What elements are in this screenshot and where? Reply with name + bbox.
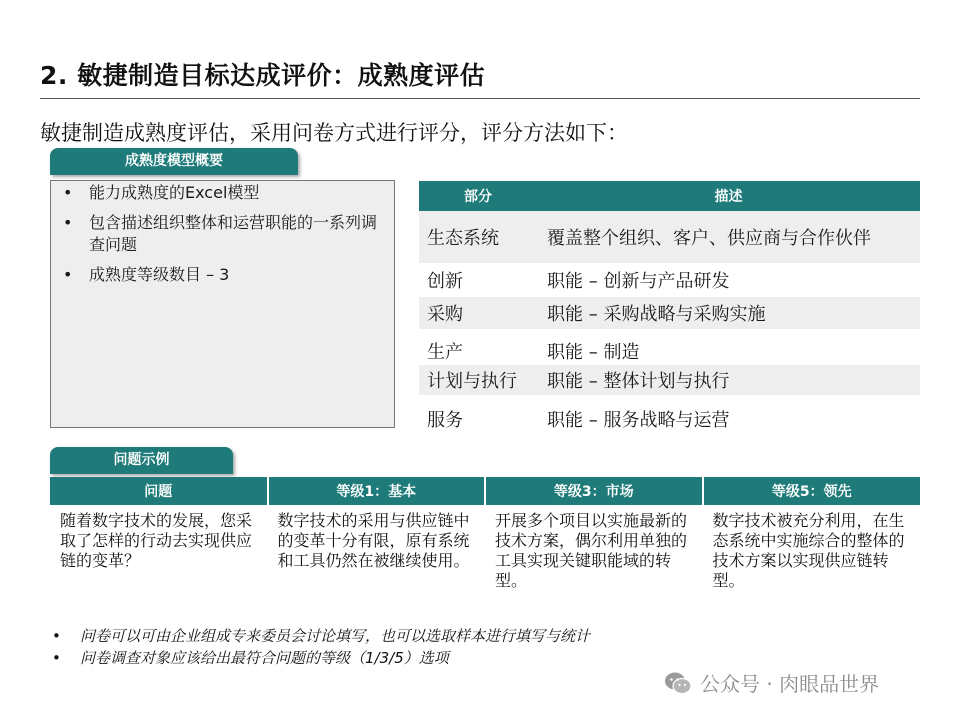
part-cell: 生态系统 [419, 211, 537, 263]
examples-header-level1: 等级1：基本 [268, 477, 486, 505]
table-row [419, 263, 920, 297]
table-row [419, 329, 920, 365]
overview-bullet: • 能力成熟度的Excel模型 [63, 182, 386, 204]
example-level5-cell: 数字技术被充分利用，在生态系统中实施综合的整体的技术方案以实现供应链转型。 [712, 511, 905, 590]
examples-header-question: 问题 [50, 477, 268, 505]
part-cell: 生产 [427, 342, 463, 363]
note-item: • 问卷调查对象应该给出最符合问题的等级（1/3/5）选项 [50, 647, 590, 669]
desc-cell: 职能 – 制造 [547, 342, 640, 363]
example-level3-cell: 开展多个项目以实施最新的技术方案，偶尔利用单独的工具实现关键职能域的转型。 [495, 511, 688, 590]
table-row [50, 505, 920, 591]
watermark-text: 公众号 · 肉眼品世界 [700, 672, 880, 696]
examples-table [50, 477, 920, 591]
overview-bullet-list [51, 182, 394, 286]
table-row [419, 297, 920, 329]
title-divider [40, 98, 920, 99]
desc-cell: 覆盖整个组织、客户、供应商与合作伙伴 [537, 211, 920, 263]
intro-text: 敏捷制造成熟度评估，采用问卷方式进行评分，评分方法如下： [40, 121, 628, 145]
overview-panel [50, 180, 395, 428]
examples-header-level5: 等级5：领先 [703, 477, 921, 505]
parts-header-desc: 描述 [537, 181, 920, 211]
examples-tab-header: 问题示例 [50, 447, 233, 474]
table-row [419, 395, 920, 435]
desc-cell: 职能 – 服务战略与运营 [547, 410, 730, 431]
desc-cell: 职能 – 整体计划与执行 [537, 365, 920, 395]
overview-tab-header: 成熟度模型概要 [50, 148, 298, 175]
part-cell: 计划与执行 [419, 365, 537, 395]
overview-bullet: • 成熟度等级数目 – 3 [63, 264, 386, 286]
parts-table [419, 181, 920, 435]
table-row [419, 365, 920, 395]
overview-bullet: • 包含描述组织整体和运营职能的一系列调查问题 [63, 212, 386, 256]
parts-header-part: 部分 [419, 181, 537, 211]
wechat-icon [664, 671, 692, 695]
notes-list [50, 625, 590, 669]
note-item: • 问卷可以可由企业组成专来委员会讨论填写，也可以选取样本进行填写与统计 [50, 625, 590, 647]
watermark [664, 668, 879, 697]
parts-table-header-row [419, 181, 920, 211]
examples-header-row [50, 477, 920, 505]
desc-cell: 职能 – 创新与产品研发 [547, 271, 730, 292]
table-row [419, 211, 920, 263]
part-cell: 创新 [427, 271, 463, 292]
part-cell: 服务 [427, 410, 463, 431]
part-cell: 采购 [419, 297, 537, 329]
examples-header-level3: 等级3：市场 [485, 477, 703, 505]
example-level1-cell: 数字技术的采用与供应链中的变革十分有限，原有系统和工具仍然在被继续使用。 [277, 511, 470, 570]
desc-cell: 职能 – 采购战略与采购实施 [537, 297, 920, 329]
example-question-cell: 随着数字技术的发展，您采取了怎样的行动去实现供应链的变革？ [60, 511, 253, 570]
page-title: 2. 敏捷制造目标达成评价：成熟度评估 [40, 61, 486, 90]
